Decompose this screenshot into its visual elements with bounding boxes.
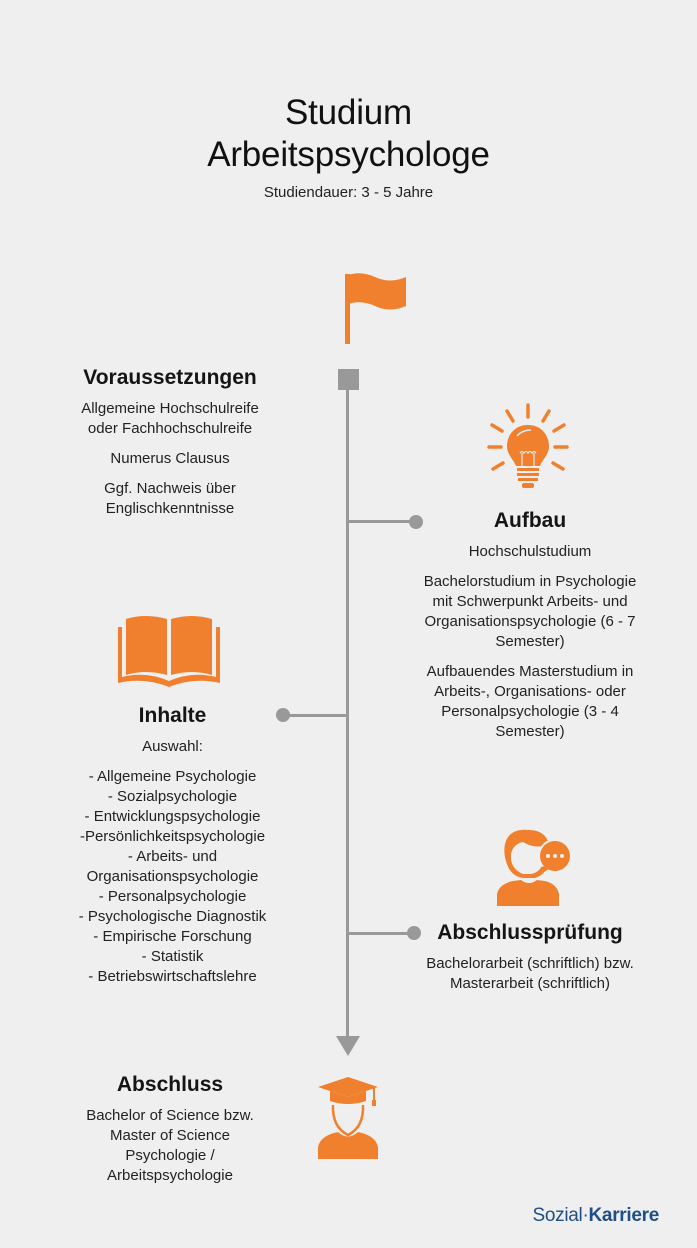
- list-item: - Personalpsychologie: [98, 888, 247, 905]
- degree-item: Bachelor of Science bzw. Master of Science Psychologie / Arbeitspsychologie: [86, 1107, 254, 1184]
- logo-part-1: Sozial·: [532, 1205, 589, 1226]
- title-line-2: Arbeitspsychologe: [207, 135, 490, 174]
- section-aufbau: [400, 508, 660, 742]
- sozial-karriere-logo: [533, 1205, 659, 1227]
- list-item: - Entwicklungspsychologie: [84, 808, 261, 825]
- list-item: - Statistik: [141, 948, 204, 965]
- exam-item: Bachelorarbeit (schriftlich) bzw. Masterarbeit (schriftlich): [426, 955, 634, 992]
- section-heading: Abschluss: [116, 1073, 224, 1096]
- timeline-start-marker: [338, 369, 359, 390]
- requirement-item: Allgemeine Hochschulreife oder Fachhochschulreife: [81, 400, 259, 437]
- structure-item: Aufbauendes Masterstudium in Arbeits-, Organisations- oder Personalpsychologie (3 - 4 Semester): [426, 663, 634, 740]
- section-heading: Aufbau: [493, 509, 567, 532]
- list-item: - Sozialpsychologie: [107, 788, 238, 805]
- section-heading: Inhalte: [138, 704, 207, 727]
- study-duration: Studiendauer: 3 - 5 Jahre: [263, 184, 434, 201]
- timeline-arrow-head: [336, 1036, 360, 1056]
- section-heading: Abschlussprüfung: [437, 921, 623, 944]
- list-item: - Betriebswirtschaftslehre: [88, 968, 257, 985]
- graduate-icon: [314, 1075, 382, 1164]
- flag-icon: [340, 270, 410, 351]
- lightbulb-icon: [487, 403, 569, 498]
- section-abschluss: [55, 1072, 285, 1186]
- title-line-1: Studium: [285, 93, 412, 132]
- list-item: - Arbeits- und Organisationspsychologie: [86, 848, 259, 885]
- section-inhalte: [40, 703, 305, 987]
- page-title: [0, 92, 697, 176]
- structure-item: Bachelorstudium in Psychologie mit Schwerpunkt Arbeits- und Organisationspsychologie (6 - 7 Semester): [423, 573, 637, 650]
- list-item: -Persönlichkeitspsychologie: [79, 828, 266, 845]
- person-speech-bubble-icon: [493, 826, 573, 913]
- requirement-item: Ggf. Nachweis über Englischkenntnisse: [104, 480, 236, 517]
- contents-intro: Auswahl:: [142, 738, 203, 755]
- contents-list: [40, 767, 305, 987]
- section-heading: Voraussetzungen: [83, 366, 257, 389]
- list-item: - Empirische Forschung: [93, 928, 252, 945]
- logo-part-2: Karriere: [588, 1205, 659, 1226]
- structure-item: Hochschulstudium: [468, 543, 592, 560]
- list-item: - Allgemeine Psychologie: [88, 768, 257, 785]
- list-item: - Psychologische Diagnostik: [78, 908, 267, 925]
- section-abschlusspruefung: [400, 920, 660, 994]
- section-voraussetzungen: [40, 365, 300, 519]
- requirement-item: Numerus Clausus: [110, 450, 230, 467]
- open-book-icon: [116, 613, 222, 692]
